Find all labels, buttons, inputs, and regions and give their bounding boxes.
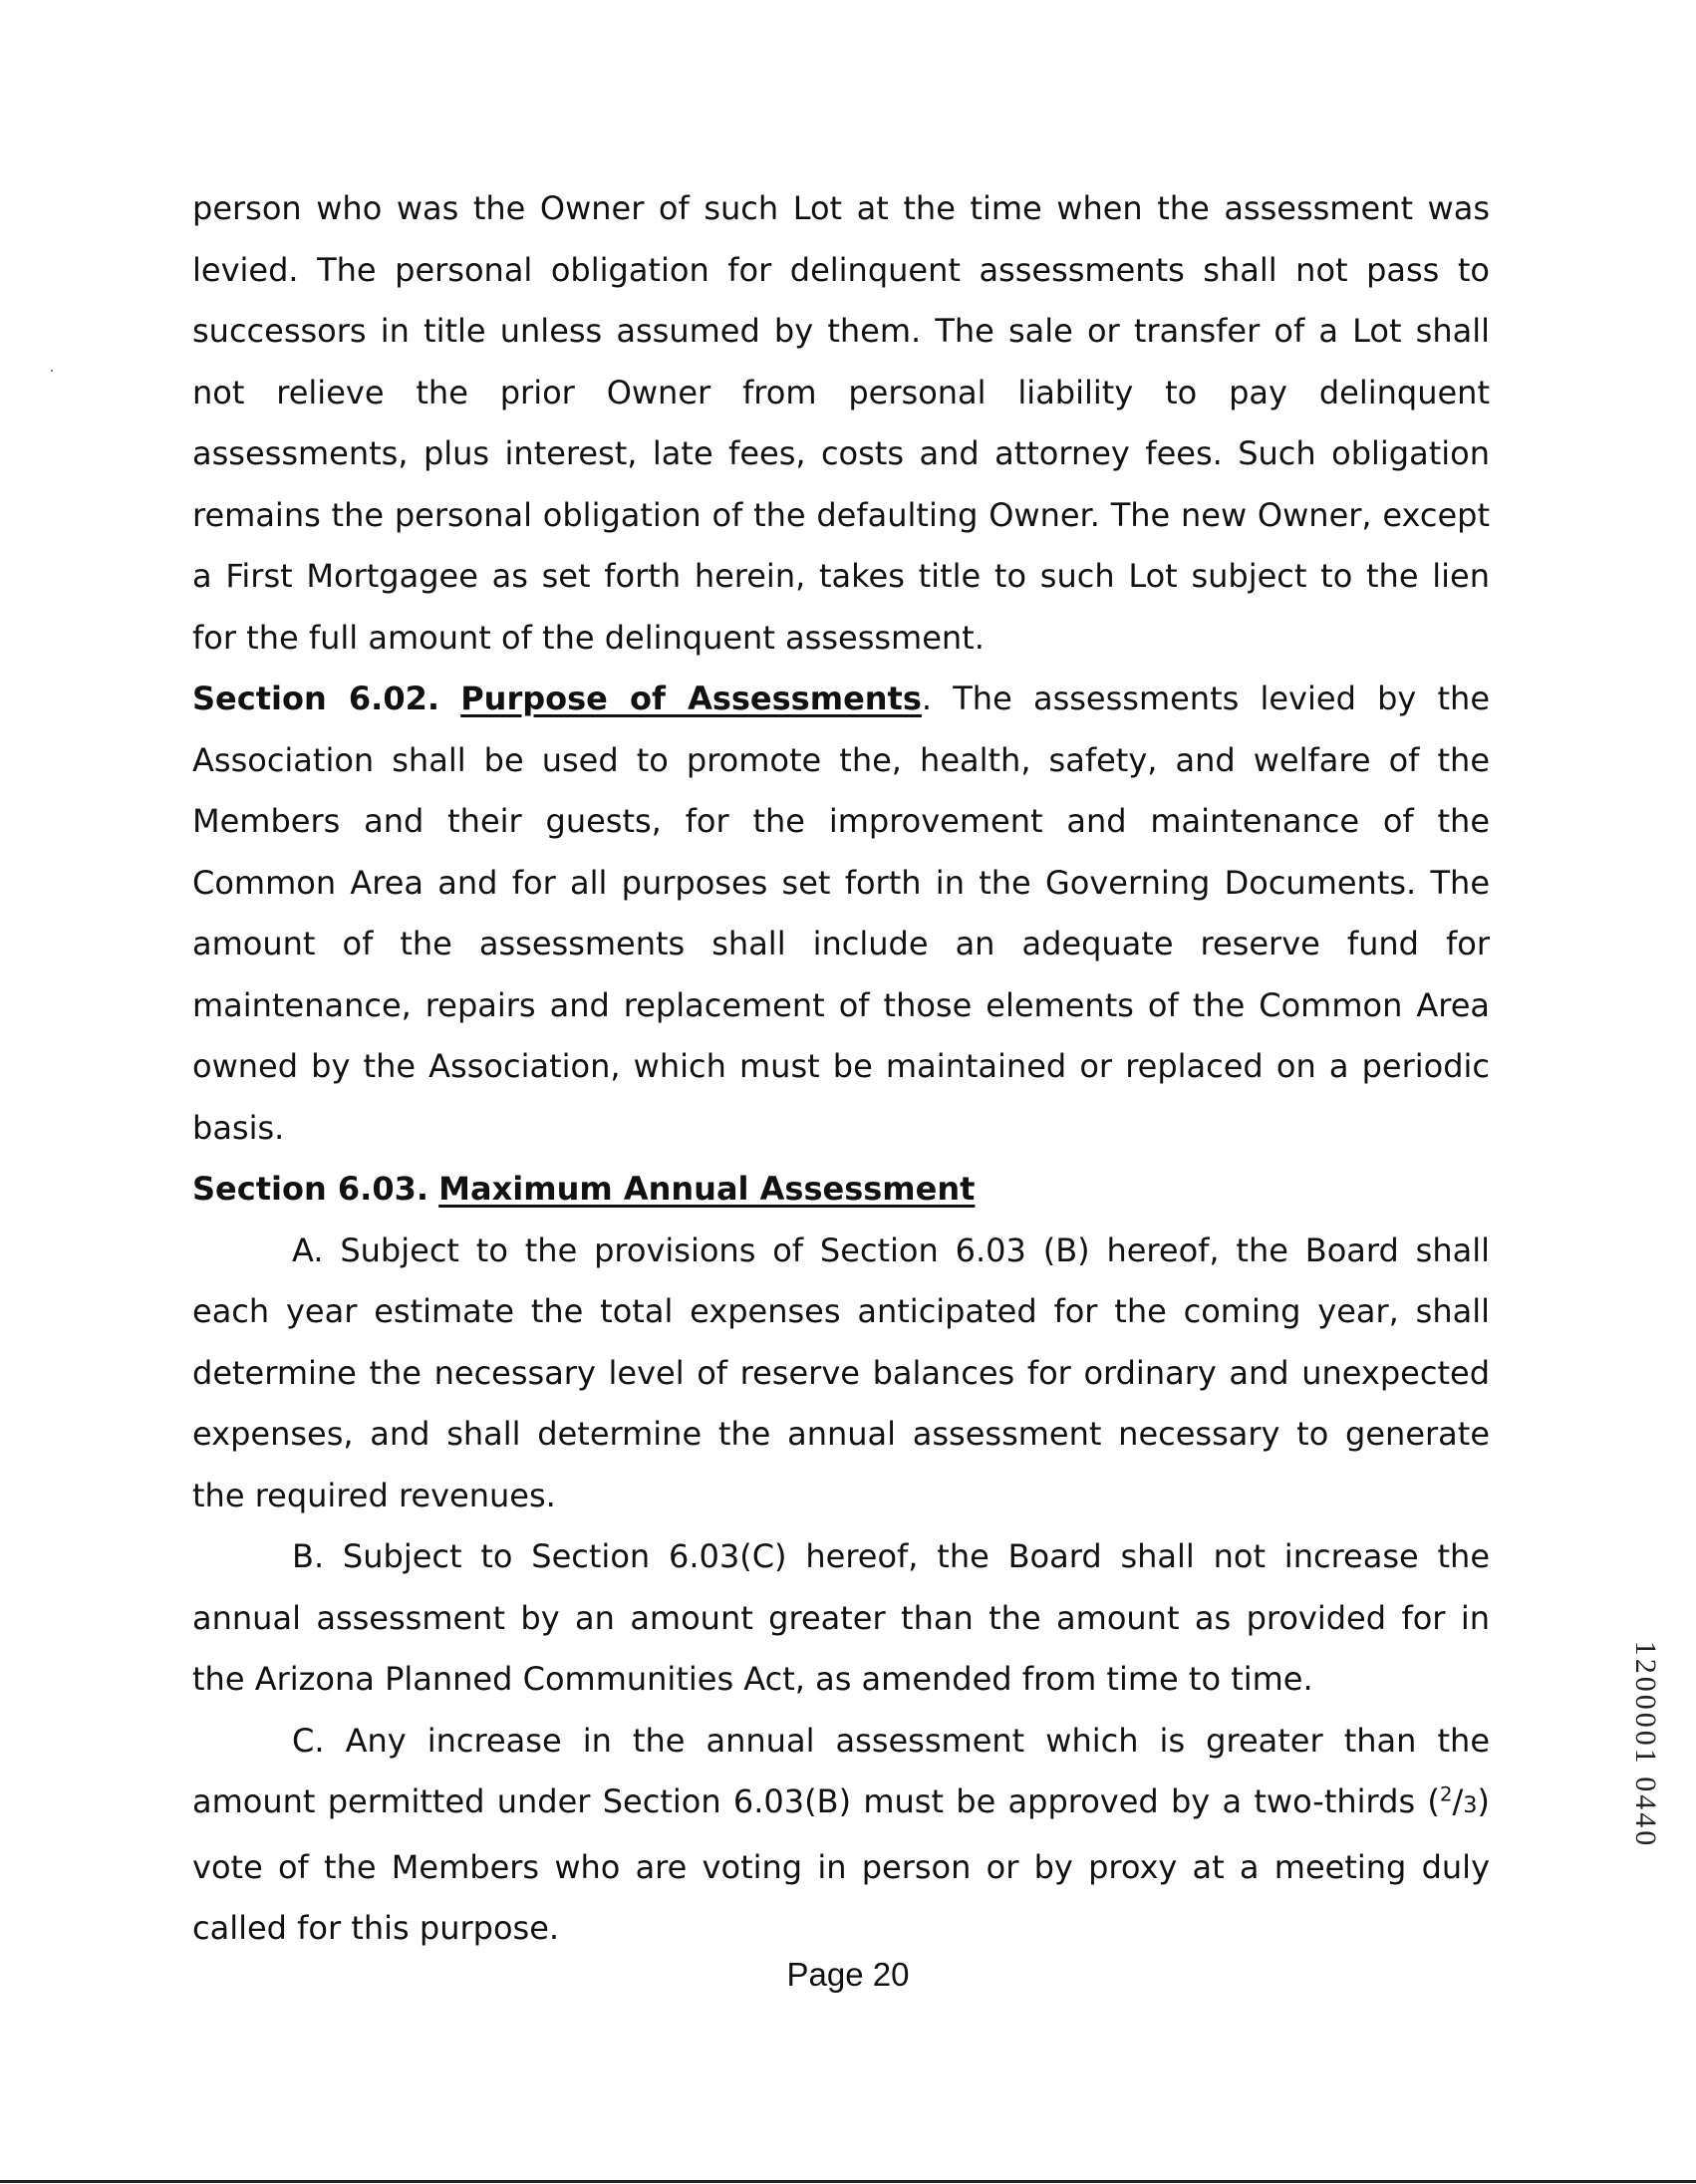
section-6-02-body: . The assessments levied by the Association shall be used to promote the, health, safety, and welfare of the Members and their guests, for the improvement and maintenance of the Common Area and for all purposes set forth in the Governing Documents. The amount of the assessments shall include an adequate reserve fund for maintenance, repairs and replacement of those elements of the Common Area owned by the Association, which must be maintained or replaced on a periodic basis. [192, 680, 1491, 1147]
document-body [192, 178, 1490, 1960]
fraction-numerator: 2 [1439, 1782, 1453, 1806]
section-6-03-number: Section 6.03. [192, 1170, 428, 1208]
page-number: Page 20 [786, 1956, 910, 1993]
section-6-02-number: Section 6.02. [192, 680, 440, 717]
continuation-paragraph: person who was the Owner of such Lot at the time when the assessment was levied. The personal obligation for delinquent assessments shall not pass to successors in title unless assumed by them. The sale or transfer of a Lot shall not relieve the prior Owner from personal liability to pay delinquent assessments, plus interest, late fees, costs and attorney fees. Such obligation remains the personal obligation of the defaulting Owner. The new Owner, except a First Mortgagee as set forth herein, takes title to such Lot subject to the lien for the full amount of the delinquent assessment. [192, 189, 1490, 657]
scan-speck [51, 370, 53, 372]
section-6-03-item-b: B. Subject to Section 6.03(C) hereof, the Board shall not increase the annual assessment by an amount greater than the amount as provided for in the Arizona Planned Communities Act, as amended from time to time. [192, 1537, 1490, 1698]
section-6-02-paragraph [192, 669, 1490, 1159]
item-c-text-end: ) vote of the Members who are voting in person or by proxy at a meeting duly called for this purpose. [192, 1782, 1490, 1947]
section-6-03-heading [192, 1159, 1490, 1221]
section-6-02-title: Purpose of Assessments [460, 680, 922, 717]
margin-stamp-text: 1200001 0440 [1629, 1640, 1662, 1849]
page-bottom-edge [0, 2180, 1696, 2183]
margin-stamp [1630, 1609, 1660, 1880]
section-6-03-item-a: A. Subject to the provisions of Section 6.03 (B) hereof, the Board shall each year estimate the total expenses anticipated for the coming year, shall determine the necessary level of reserve balances for ordinary and unexpected expenses, and shall determine the annual assessment necessary to generate the required revenues. [192, 1230, 1490, 1514]
fraction-denominator: 3 [1463, 1792, 1478, 1818]
section-6-03-item-c: C. Any increase in the annual assessment which is greater than the amount permitted under Section 6.03(B) must be approved by a two-thirds ($^2$/3) vote of the Members who are voting in person or by proxy at a meeting duly called for this purpose. [192, 1721, 1490, 1947]
item-c-text-start: C. Any increase in the annual assessment which is greater than the amount permitted under Section 6.03(B) must be approved by a two-thirds ( [192, 1721, 1490, 1820]
section-6-03-title: Maximum Annual Assessment [438, 1170, 976, 1208]
